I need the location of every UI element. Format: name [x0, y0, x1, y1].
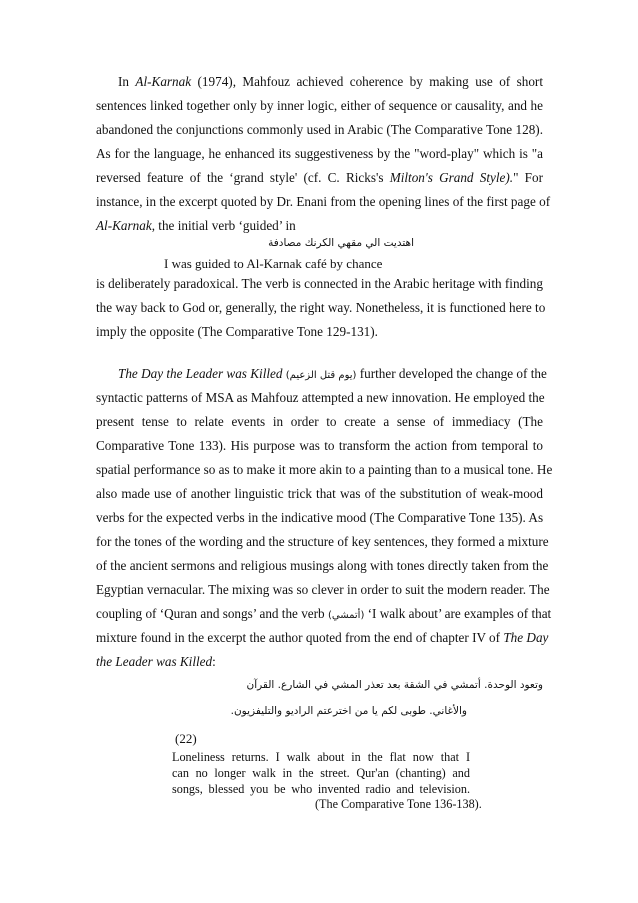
text-line: As for the language, he enhanced its suggestiveness by the "word-play" which is "a: [96, 146, 543, 161]
arabic-verb: (أتمشي): [327, 610, 365, 621]
text-line: Al-Karnak, the initial verb ‘guided’ in: [96, 218, 296, 233]
text-line: In Al-Karnak (1974), Mahfouz achieved coherence by making use of short: [118, 74, 543, 89]
book-title: The Day the Leader was Killed: [118, 366, 283, 381]
text-line: coupling of ‘Quran and songs’ and the verb (أتمشي) ‘I walk about’ are examples of that: [96, 606, 552, 621]
book-title: Al-Karnak: [96, 218, 152, 233]
arabic-excerpt-line-2: والأغاني. طوبى لكم يا من اخترعتم الراديو والتليفزيون.: [230, 705, 467, 717]
text-line: also made use of another linguistic trick that was of the substitution of weak-mood: [96, 486, 543, 501]
text-line: syntactic patterns of MSA as Mahfouz attempted a new innovation. He employed the: [96, 390, 545, 405]
arabic-quote: اهتديت الي مقهي الكرنك مصادفة: [268, 237, 414, 249]
text-line: is deliberately paradoxical. The verb is connected in the Arabic heritage with finding: [96, 276, 543, 291]
text-line: abandoned the conjunctions commonly used in Arabic (The Comparative Tone 128).: [96, 122, 543, 137]
text-line: instance, in the excerpt quoted by Dr. Enani from the opening lines of the first page of: [96, 194, 551, 209]
footnote-number: (22): [175, 731, 197, 746]
text-line: the Leader was Killed:: [96, 654, 216, 669]
arabic-excerpt-line-1: وتعود الوحدة. أتمشي في الشقة بعد تعذر المشي في الشارع. القرآن: [246, 679, 543, 691]
text-line: for the tones of the wording and the structure of key sentences, they formed a mixture: [96, 534, 549, 549]
text-line: the way back to God or, generally, the right way. Nonetheless, it is functioned here to: [96, 300, 546, 315]
quote-line: Loneliness returns. I walk about in the flat now that I: [172, 750, 470, 764]
text-line: reversed feature of the ‘grand style' (cf. C. Ricks's Milton's Grand Style)." For: [96, 170, 543, 185]
text-line: sentences linked together only by inner logic, either of sequence or causality, and he: [96, 98, 543, 113]
text-line: spatial performance so as to make it more akin to a painting than to a musical tone. He: [96, 462, 553, 477]
book-title: the Leader was Killed: [96, 654, 213, 669]
quote-line: songs, blessed you be who invented radio and television.: [172, 782, 470, 796]
text-line: Egyptian vernacular. The mixing was so clever in order to suit the modern reader. The: [96, 582, 550, 597]
arabic-title: (يوم قتل الزعيم): [285, 370, 357, 381]
text-line: The Day the Leader was Killed (يوم قتل الزعيم) further developed the change of the: [118, 366, 547, 381]
book-title: The Day: [503, 630, 549, 645]
text-line: Comparative Tone 133). His purpose was to transform the action from temporal to: [96, 438, 543, 453]
text-line: mixture found in the excerpt the author quoted from the end of chapter IV of The Day: [96, 630, 549, 645]
text-line: present tense to relate events in order to create a sense of immediacy (The: [96, 414, 543, 429]
book-title: Milton's Grand Style).: [389, 170, 514, 185]
text-line: of the ancient sermons and religious musings along with tones directly taken from the: [96, 558, 549, 573]
translation-line: I was guided to Al-Karnak café by chance: [164, 256, 383, 271]
text-line: verbs for the expected verbs in the indicative mood (The Comparative Tone 135). As: [96, 510, 544, 525]
quote-line: can no longer walk in the street. Qur'an (chanting) and: [172, 766, 470, 780]
text-line: imply the opposite (The Comparative Tone 129-131).: [96, 324, 378, 339]
book-title: Al-Karnak: [135, 74, 192, 89]
quote-citation: (The Comparative Tone 136-138).: [315, 797, 482, 811]
